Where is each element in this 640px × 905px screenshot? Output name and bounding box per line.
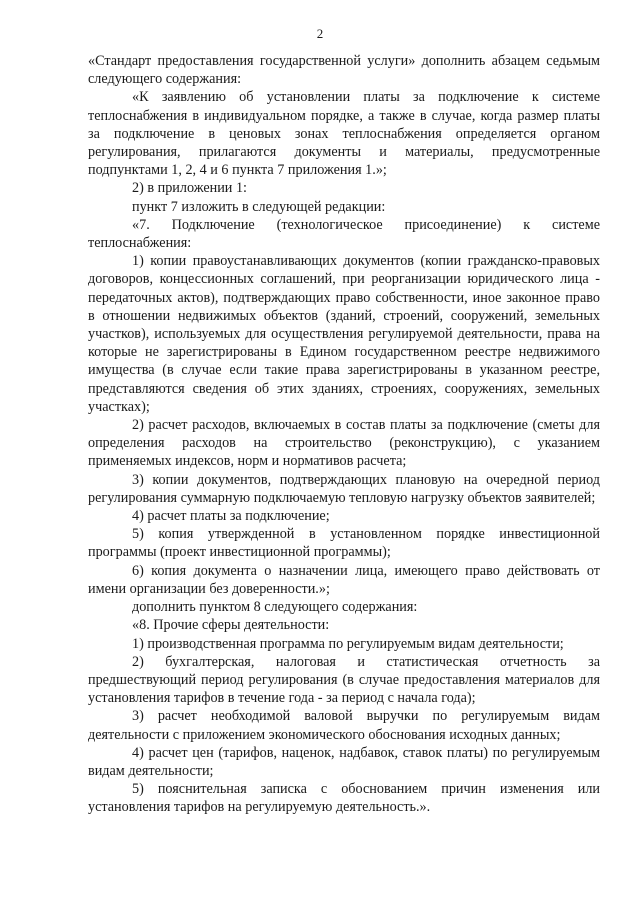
list-item: 6) копия документа о назначении лица, имеющего право действовать от имени организации без доверенности.»; (88, 562, 600, 597)
paragraph: дополнить пунктом 8 следующего содержания: (132, 599, 418, 616)
list-item: 4) расчет платы за подключение; (132, 508, 330, 525)
list-item: 1) производственная программа по регулируемым видам деятельности; (132, 635, 564, 652)
list-item: 4) расчет цен (тарифов, наценок, надбавок, ставок платы) по регулируемым видам деятельности; (88, 744, 600, 779)
document-body (88, 52, 600, 817)
list-item: 2) бухгалтерская, налоговая и статистическая отчетность за предшествующий период регулирования (в случае предоставления материалов для установления тарифов в течение года - за период с начала года); (88, 653, 600, 707)
list-item: 3) расчет необходимой валовой выручки по регулируемым видам деятельности с приложением экономического обоснования исходных данных; (88, 708, 600, 743)
paragraph: 2) в приложении 1: (132, 180, 247, 197)
paragraph: пункт 7 изложить в следующей редакции: (132, 198, 386, 215)
list-item: 3) копии документов, подтверждающих плановую на очередной период регулирования суммарную подключаемую тепловую нагрузку объектов заявителей; (88, 471, 600, 506)
paragraph: «7. Подключение (технологическое присоединение) к системе теплоснабжения: (88, 216, 600, 252)
list-item: 5) пояснительная записка с обоснованием причин изменения или установления тарифов на регулируемую деятельность.». (88, 781, 600, 816)
paragraph: «8. Прочие сферы деятельности: (132, 617, 330, 634)
list-item: 2) расчет расходов, включаемых в состав платы за подключение (сметы для определения расходов на строительство (реконструкцию), с указанием применяемых индексов, норм и нормативов расчета; (88, 417, 600, 470)
paragraph: «К заявлению об установлении платы за подключение к системе теплоснабжения в индивидуальном порядке, а также в случае, когда размер платы за подключение в ценовых зонах теплоснабжения определяется органом регулирования, прилагаются документы и материалы, предусмотренные подпунктами 1, 2, 4 и 6 пункта 7 приложения 1.»; (88, 89, 600, 179)
paragraph: «Стандарт предоставления государственной услуги» дополнить абзацем седьмым следующего содержания: (88, 53, 600, 88)
page-number: 2 (316, 26, 324, 41)
list-item: 1) копии правоустанавливающих документов (копии гражданско-правовых договоров, концессионных соглашений, при реорганизации юридического лица - передаточных актов), подтверждающих право собственности, иное законное право в отношении недвижимых объектов (зданий, строений, сооружений, земельных участков), используемых для осуществления регулируемой деятельности, права на которые не зарегистрированы в Едином государственном реестре недвижимого имущества (в случае если такие права зарегистрированы в указанном реестре, представляются сведения об этих зданиях, строениях, сооружениях, земельных участках); (88, 253, 600, 415)
list-item: 5) копия утвержденной в установленном порядке инвестиционной программы (проект инвестиционной программы); (88, 526, 600, 561)
